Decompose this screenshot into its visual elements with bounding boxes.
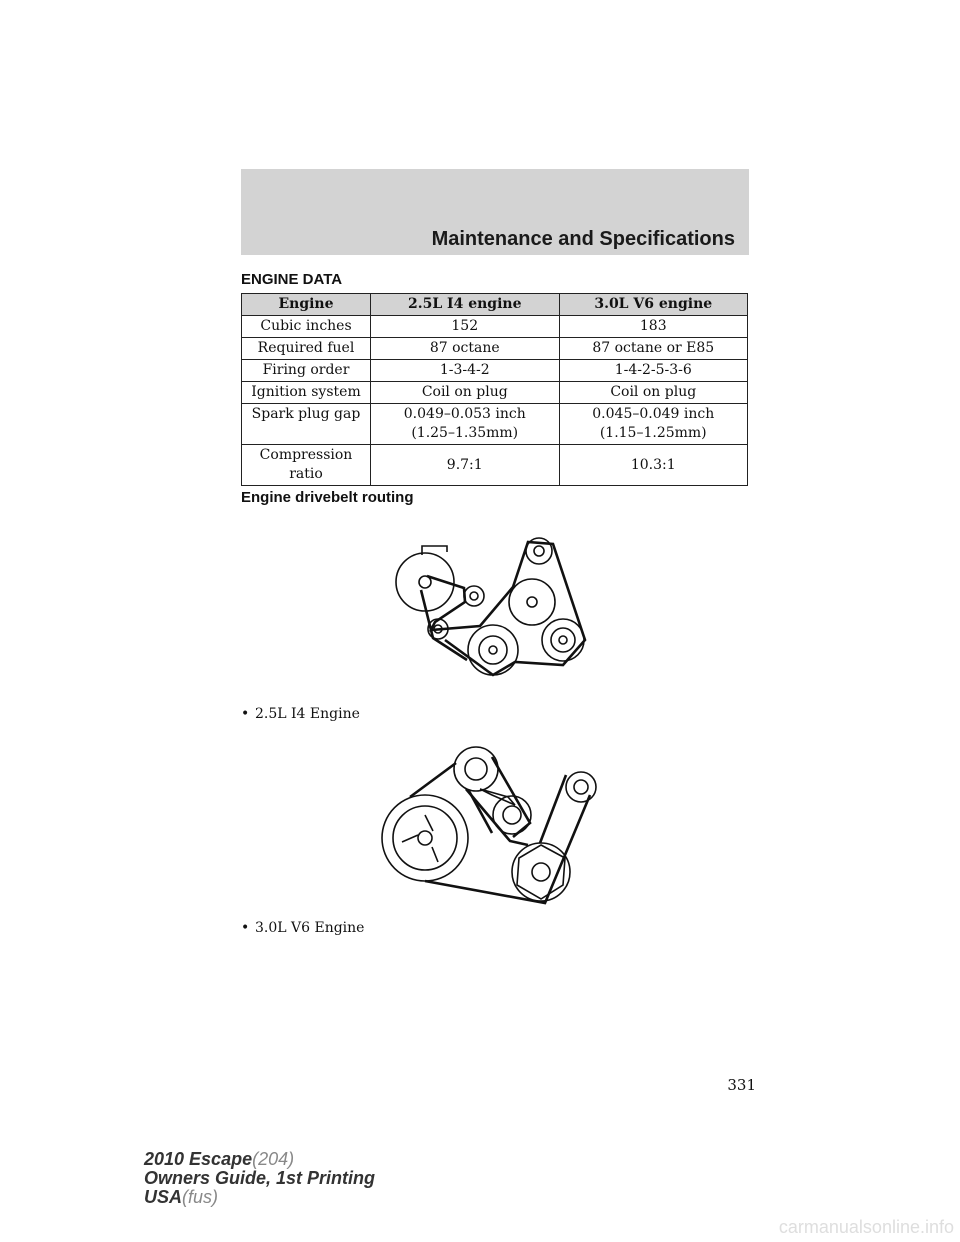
bullet-item [241,706,360,722]
pulley-hub [418,831,432,845]
table-row [242,360,748,382]
row-label [242,445,371,486]
pulley-hub [489,646,497,654]
pulley-hub [470,592,478,600]
pulley-hub [465,758,487,780]
footer-market: USA [144,1187,183,1207]
footer-line [144,1150,375,1169]
pulley-hub [527,597,537,607]
table-header: 2.5L I4 engine [371,294,560,316]
pulley-hub [574,780,588,794]
table-row [242,338,748,360]
cell-line: Compression [259,447,353,463]
pulley-shape [468,625,518,675]
pulley-shape [479,636,507,664]
footer-line [144,1188,375,1207]
table-cell: 152 [371,316,560,338]
footer-market-code: (fus) [182,1187,219,1207]
row-label: Spark plug gap [242,404,371,445]
table-header-row [242,294,748,316]
pulley-shape [509,579,555,625]
pulley-hub [532,863,550,881]
footer-line: Owners Guide, 1st Printing [144,1168,376,1188]
table-row [242,404,748,445]
cell-line: 0.045–0.049 inch [592,406,715,422]
pulley-shape [542,619,584,661]
table-row [242,316,748,338]
row-label: Required fuel [242,338,371,360]
bullet-text: 2.5L I4 Engine [255,706,360,722]
footer-code: (204) [252,1149,295,1169]
bullet-item [241,920,364,936]
section-title: ENGINE DATA [241,271,343,288]
table-cell: 9.7:1 [371,445,560,486]
header-band [241,169,749,255]
bullet-dot: • [241,706,250,722]
watermark: carmanualsonline.info [778,1217,954,1237]
page-number: 331 [727,1076,756,1094]
cell-line: 0.049–0.053 inch [403,406,526,422]
drivebelt-title: Engine drivebelt routing [241,489,414,506]
engine-data-table [241,293,748,486]
table-cell: 10.3:1 [559,445,748,486]
cell-line: ratio [289,466,323,482]
table-cell: 87 octane [371,338,560,360]
pulley-hub [559,636,567,644]
page-header-title: Maintenance and Specifications [431,228,735,250]
table-row [242,445,748,486]
table-cell: 1-3-4-2 [371,360,560,382]
pulley-shape [382,795,468,881]
table-row [242,382,748,404]
cell-line: (1.25–1.35mm) [411,425,519,441]
table-cell: 183 [559,316,748,338]
footer [144,1150,375,1207]
pulley-hub [503,806,521,824]
bullet-dot: • [241,920,250,936]
row-label: Cubic inches [242,316,371,338]
cell-line: (1.15–1.25mm) [599,425,707,441]
table-header: 3.0L V6 engine [559,294,748,316]
row-label: Firing order [242,360,371,382]
row-label: Ignition system [242,382,371,404]
pulley-shape [566,772,596,802]
table-cell [371,404,560,445]
table-cell: Coil on plug [371,382,560,404]
v6-drivebelt-diagram [380,745,605,915]
i4-drivebelt-diagram [395,530,595,680]
pulley-hub [534,546,544,556]
pulley-shape [454,747,498,791]
pulley-shape [464,586,484,606]
bullet-text: 3.0L V6 Engine [255,920,365,936]
table-cell: Coil on plug [559,382,748,404]
pulley-shape [551,628,575,652]
table-header: Engine [242,294,371,316]
table-cell: 87 octane or E85 [559,338,748,360]
pulley-shape [512,843,570,901]
footer-model: 2010 Escape [144,1149,253,1169]
table-cell: 1-4-2-5-3-6 [559,360,748,382]
table-cell [559,404,748,445]
